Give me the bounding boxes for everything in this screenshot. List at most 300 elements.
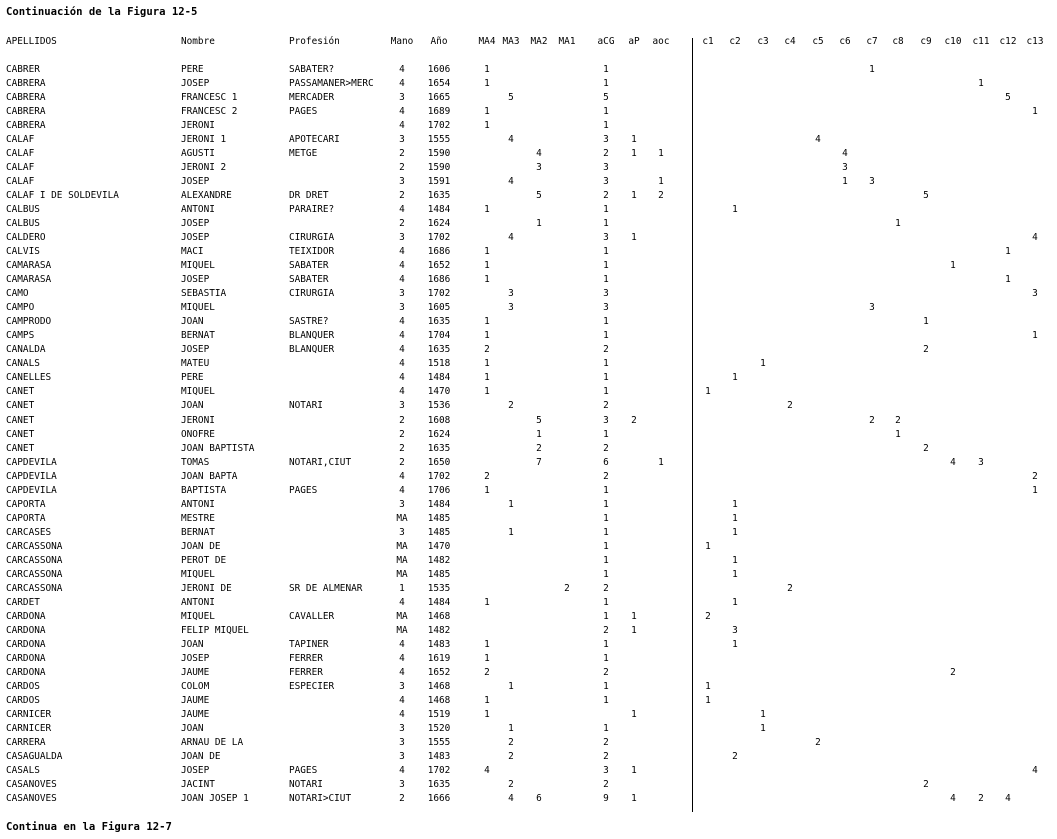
table-cell: 3: [399, 232, 405, 243]
table-cell: 3: [869, 176, 875, 187]
table-cell: 2: [484, 344, 490, 355]
table-cell: CALAF: [6, 148, 35, 159]
table-cell: 1: [760, 723, 766, 734]
table-cell: 3: [842, 162, 848, 173]
table-cell: 1: [760, 358, 766, 369]
table-cell: 1: [603, 316, 609, 327]
table-cell: 5: [536, 190, 542, 201]
table-cell: 2: [1032, 471, 1038, 482]
table-cell: 2: [399, 443, 405, 454]
table-cell: 1: [603, 204, 609, 215]
table-cell: CAMPRODO: [6, 316, 52, 327]
table-cell: JACINT: [181, 779, 215, 790]
table-cell: JERONI 1: [181, 134, 227, 145]
table-cell: 1: [631, 793, 637, 804]
table-cell: 5: [923, 190, 929, 201]
table-cell: NOTARI,CIUT: [289, 457, 352, 468]
table-cell: 3: [399, 737, 405, 748]
column-header: aoc: [652, 36, 670, 47]
table-cell: 4: [399, 471, 405, 482]
table-cell: 1: [631, 765, 637, 776]
table-cell: 1: [536, 218, 542, 229]
column-divider: [692, 38, 693, 812]
table-cell: 1: [732, 372, 738, 383]
table-cell: 3: [603, 765, 609, 776]
table-cell: 1: [1032, 330, 1038, 341]
column-header: c13: [1026, 36, 1044, 47]
table-cell: ANTONI: [181, 204, 215, 215]
table-cell: 1702: [427, 288, 451, 299]
table-cell: CAVALLER: [289, 611, 335, 622]
column-header: c8: [892, 36, 904, 47]
table-cell: 2: [603, 667, 609, 678]
table-cell: 1652: [427, 667, 451, 678]
table-cell: BERNAT: [181, 527, 215, 538]
table-cell: JERONI 2: [181, 162, 227, 173]
table-cell: 3: [399, 400, 405, 411]
table-cell: JOSEP: [181, 653, 210, 664]
table-cell: CARCASSONA: [6, 569, 63, 580]
table-cell: 2: [399, 415, 405, 426]
table-cell: 3: [603, 176, 609, 187]
table-cell: 2: [508, 400, 514, 411]
table-cell: 2: [732, 751, 738, 762]
table-cell: MIQUEL: [181, 302, 215, 313]
table-cell: 2: [399, 429, 405, 440]
table-cell: 2: [484, 667, 490, 678]
table-cell: 1: [484, 330, 490, 341]
table-cell: 4: [950, 793, 956, 804]
table-cell: 3: [603, 134, 609, 145]
table-cell: 1: [950, 260, 956, 271]
table-cell: 1: [484, 372, 490, 383]
table-cell: 3: [399, 681, 405, 692]
table-cell: 1482: [427, 625, 451, 636]
table-cell: 4: [399, 372, 405, 383]
table-cell: JERONI: [181, 415, 215, 426]
table-cell: SABATER: [289, 260, 329, 271]
table-cell: 2: [399, 218, 405, 229]
table-cell: 2: [603, 400, 609, 411]
table-cell: CANET: [6, 415, 35, 426]
table-cell: JOAN BAPTA: [181, 471, 238, 482]
table-cell: 4: [399, 765, 405, 776]
table-cell: 1: [603, 260, 609, 271]
table-cell: 1484: [427, 597, 451, 608]
table-cell: 4: [399, 344, 405, 355]
table-cell: CARDONA: [6, 653, 46, 664]
table-cell: 3: [399, 288, 405, 299]
table-cell: APOTECARI: [289, 134, 340, 145]
table-cell: 2: [923, 344, 929, 355]
table-cell: CARDOS: [6, 681, 40, 692]
table-cell: CARNICER: [6, 709, 52, 720]
table-cell: 1: [603, 386, 609, 397]
table-cell: 2: [484, 471, 490, 482]
table-cell: 1: [603, 218, 609, 229]
table-cell: 1: [484, 316, 490, 327]
table-cell: 2: [787, 400, 793, 411]
table-cell: 1: [508, 499, 514, 510]
table-cell: 1: [603, 499, 609, 510]
table-cell: 1: [484, 485, 490, 496]
table-cell: 1484: [427, 204, 451, 215]
column-header: aCG: [597, 36, 615, 47]
table-cell: 4: [399, 485, 405, 496]
table-cell: 1: [603, 695, 609, 706]
table-cell: 2: [923, 779, 929, 790]
table-cell: 2: [603, 148, 609, 159]
table-cell: 1: [484, 274, 490, 285]
table-cell: 2: [399, 148, 405, 159]
table-cell: 2: [869, 415, 875, 426]
table-cell: CAMARASA: [6, 274, 52, 285]
table-cell: CANALS: [6, 358, 40, 369]
table-cell: 2: [399, 793, 405, 804]
table-cell: JOAN DE: [181, 751, 221, 762]
table-cell: 1: [603, 569, 609, 580]
table-cell: 1: [603, 429, 609, 440]
table-cell: 4: [399, 653, 405, 664]
table-cell: BERNAT: [181, 330, 215, 341]
table-cell: CASAGUALDA: [6, 751, 63, 762]
table-cell: 4: [399, 330, 405, 341]
table-cell: 6: [536, 793, 542, 804]
table-cell: 4: [399, 64, 405, 75]
table-cell: 1: [603, 246, 609, 257]
table-cell: 1: [732, 555, 738, 566]
table-cell: SABATER: [289, 274, 329, 285]
table-cell: 1665: [427, 92, 451, 103]
table-cell: 2: [631, 415, 637, 426]
table-cell: 1: [603, 106, 609, 117]
table-cell: 1: [536, 429, 542, 440]
table-cell: 1: [603, 64, 609, 75]
table-cell: 3: [399, 92, 405, 103]
table-cell: 4: [399, 246, 405, 257]
table-cell: 1: [705, 695, 711, 706]
table-cell: 1: [732, 527, 738, 538]
table-cell: 1: [484, 106, 490, 117]
table-cell: 2: [603, 190, 609, 201]
column-header: c2: [729, 36, 741, 47]
table-cell: 4: [484, 765, 490, 776]
table-cell: MA: [396, 541, 408, 552]
column-header: c12: [999, 36, 1017, 47]
table-cell: 1: [603, 358, 609, 369]
table-cell: AGUSTI: [181, 148, 215, 159]
table-cell: METGE: [289, 148, 318, 159]
table-cell: JAUME: [181, 667, 210, 678]
table-cell: 1652: [427, 260, 451, 271]
table-cell: 1702: [427, 232, 451, 243]
table-cell: CARCASES: [6, 527, 52, 538]
table-cell: SABATER?: [289, 64, 335, 75]
table-cell: 1: [603, 611, 609, 622]
table-cell: 1: [508, 527, 514, 538]
table-cell: 2: [508, 751, 514, 762]
table-cell: 3: [536, 162, 542, 173]
table-cell: 4: [399, 386, 405, 397]
table-cell: 4: [815, 134, 821, 145]
table-cell: 4: [399, 120, 405, 131]
table-cell: 1520: [427, 723, 451, 734]
table-cell: 1: [1032, 106, 1038, 117]
table-cell: CANALDA: [6, 344, 46, 355]
table-cell: PAGES: [289, 765, 318, 776]
table-cell: 1590: [427, 162, 451, 173]
footer-note: Continua en la Figura 12-7: [6, 821, 172, 833]
table-cell: CANELLES: [6, 372, 52, 383]
table-cell: 6: [603, 457, 609, 468]
table-cell: JOSEP: [181, 344, 210, 355]
table-cell: 1590: [427, 148, 451, 159]
table-cell: 1: [484, 386, 490, 397]
table-cell: 5: [1005, 92, 1011, 103]
table-cell: 1: [603, 723, 609, 734]
table-cell: ALEXANDRE: [181, 190, 232, 201]
table-cell: 1: [603, 681, 609, 692]
table-cell: CABRERA: [6, 78, 46, 89]
table-cell: CANET: [6, 386, 35, 397]
table-cell: SASTRE?: [289, 316, 329, 327]
table-cell: MA: [396, 513, 408, 524]
table-cell: 2: [399, 457, 405, 468]
table-cell: CARCASSONA: [6, 583, 63, 594]
table-cell: 1468: [427, 611, 451, 622]
page-title: Continuación de la Figura 12-5: [6, 6, 198, 18]
column-header: c11: [972, 36, 990, 47]
table-cell: 1635: [427, 443, 451, 454]
table-cell: CAPDEVILA: [6, 485, 57, 496]
table-cell: 1470: [427, 386, 451, 397]
table-cell: CASANOVES: [6, 793, 57, 804]
table-cell: 1: [732, 597, 738, 608]
table-cell: 1: [399, 583, 405, 594]
table-cell: JOAN: [181, 400, 204, 411]
table-cell: 1: [658, 457, 664, 468]
table-cell: TEIXIDOR: [289, 246, 335, 257]
table-cell: FELIP MIQUEL: [181, 625, 249, 636]
table-cell: 1484: [427, 499, 451, 510]
table-cell: 3: [1032, 288, 1038, 299]
table-cell: 2: [536, 443, 542, 454]
table-cell: JOSEP: [181, 176, 210, 187]
table-cell: 3: [399, 527, 405, 538]
table-cell: CAPDEVILA: [6, 471, 57, 482]
table-cell: JOAN BAPTISTA: [181, 443, 255, 454]
table-cell: CARRERA: [6, 737, 46, 748]
table-cell: 1470: [427, 541, 451, 552]
table-cell: 2: [399, 190, 405, 201]
table-cell: 1483: [427, 751, 451, 762]
table-cell: CABRERA: [6, 92, 46, 103]
table-cell: 1555: [427, 134, 451, 145]
table-cell: 1: [732, 499, 738, 510]
table-cell: 3: [603, 288, 609, 299]
table-cell: 1: [508, 681, 514, 692]
table-cell: CALAF: [6, 134, 35, 145]
table-cell: SEBASTIA: [181, 288, 227, 299]
table-cell: 1: [978, 78, 984, 89]
table-cell: 4: [399, 316, 405, 327]
table-cell: 1: [484, 709, 490, 720]
table-cell: CARDET: [6, 597, 40, 608]
table-cell: 1: [603, 541, 609, 552]
table-cell: 2: [895, 415, 901, 426]
table-cell: PARAIRE?: [289, 204, 335, 215]
table-cell: JOAN: [181, 316, 204, 327]
table-cell: 1485: [427, 527, 451, 538]
table-cell: 1: [484, 358, 490, 369]
table-cell: JERONI DE: [181, 583, 232, 594]
table-cell: MIQUEL: [181, 386, 215, 397]
table-cell: CARNICER: [6, 723, 52, 734]
table-cell: PERE: [181, 64, 204, 75]
table-cell: CALAF I DE SOLDEVILA: [6, 190, 119, 201]
table-cell: CABRERA: [6, 106, 46, 117]
table-cell: BLANQUER: [289, 330, 335, 341]
table-cell: 2: [978, 793, 984, 804]
table-cell: 1706: [427, 485, 451, 496]
table-cell: ANTONI: [181, 499, 215, 510]
table-cell: SR DE ALMENAR: [289, 583, 363, 594]
table-cell: 1: [631, 709, 637, 720]
table-cell: 1: [484, 653, 490, 664]
table-cell: JOAN JOSEP 1: [181, 793, 249, 804]
column-header: Año: [430, 36, 448, 47]
table-cell: 1: [603, 639, 609, 650]
table-cell: 1: [603, 78, 609, 89]
table-cell: 7: [536, 457, 542, 468]
table-cell: 2: [508, 737, 514, 748]
table-cell: 1689: [427, 106, 451, 117]
table-cell: 2: [603, 443, 609, 454]
table-cell: 1: [603, 372, 609, 383]
table-cell: 4: [950, 457, 956, 468]
table-cell: MACI: [181, 246, 204, 257]
table-cell: 1: [842, 176, 848, 187]
table-cell: 2: [603, 737, 609, 748]
table-cell: 1: [484, 597, 490, 608]
table-cell: CIRURGIA: [289, 288, 335, 299]
table-cell: 3: [603, 302, 609, 313]
table-cell: 1: [895, 218, 901, 229]
table-cell: 4: [508, 232, 514, 243]
table-cell: 1686: [427, 274, 451, 285]
column-header: MA1: [558, 36, 576, 47]
table-cell: CAMPO: [6, 302, 35, 313]
table-cell: 4: [399, 78, 405, 89]
table-cell: NOTARI: [289, 779, 323, 790]
table-cell: TAPINER: [289, 639, 329, 650]
table-cell: ANTONI: [181, 597, 215, 608]
table-cell: 1704: [427, 330, 451, 341]
table-cell: 1: [705, 386, 711, 397]
table-cell: JOAN: [181, 639, 204, 650]
table-cell: 1468: [427, 681, 451, 692]
table-cell: 1484: [427, 372, 451, 383]
table-cell: CARDONA: [6, 667, 46, 678]
table-cell: 4: [399, 709, 405, 720]
table-cell: FERRER: [289, 653, 323, 664]
table-cell: 3: [508, 302, 514, 313]
table-cell: 5: [603, 92, 609, 103]
table-cell: 1: [732, 204, 738, 215]
table-cell: 4: [508, 134, 514, 145]
table-cell: 1555: [427, 737, 451, 748]
table-cell: CARDONA: [6, 625, 46, 636]
table-cell: 1: [631, 611, 637, 622]
table-cell: 1702: [427, 765, 451, 776]
column-header: c4: [784, 36, 796, 47]
table-cell: 4: [508, 793, 514, 804]
table-cell: 3: [399, 723, 405, 734]
table-cell: 2: [603, 779, 609, 790]
table-cell: 1: [658, 176, 664, 187]
table-cell: CAMPS: [6, 330, 35, 341]
table-cell: 4: [1032, 232, 1038, 243]
table-cell: 1: [603, 485, 609, 496]
table-cell: CANET: [6, 429, 35, 440]
table-cell: 1: [895, 429, 901, 440]
table-cell: PAGES: [289, 485, 318, 496]
table-cell: 1: [1005, 246, 1011, 257]
table-cell: 1536: [427, 400, 451, 411]
table-cell: PERE: [181, 372, 204, 383]
table-cell: JOSEP: [181, 765, 210, 776]
table-cell: 1: [603, 597, 609, 608]
table-cell: 2: [603, 625, 609, 636]
table-cell: CALAF: [6, 176, 35, 187]
table-cell: 3: [399, 779, 405, 790]
table-cell: 2: [658, 190, 664, 201]
table-cell: 4: [399, 274, 405, 285]
table-cell: 1: [732, 513, 738, 524]
table-cell: 1: [923, 316, 929, 327]
table-cell: 3: [603, 232, 609, 243]
table-cell: CANET: [6, 400, 35, 411]
table-cell: 4: [1032, 765, 1038, 776]
table-cell: 1: [484, 120, 490, 131]
table-cell: 1: [631, 148, 637, 159]
table-cell: 3: [399, 134, 405, 145]
table-cell: 1468: [427, 695, 451, 706]
column-header: c7: [866, 36, 878, 47]
table-cell: DR DRET: [289, 190, 329, 201]
table-cell: FERRER: [289, 667, 323, 678]
table-cell: 3: [399, 302, 405, 313]
table-cell: MATEU: [181, 358, 210, 369]
table-cell: 2: [603, 471, 609, 482]
table-cell: CABRER: [6, 64, 40, 75]
table-cell: 4: [508, 176, 514, 187]
table-cell: JOSEP: [181, 232, 210, 243]
table-cell: CAMARASA: [6, 260, 52, 271]
table-cell: 1483: [427, 639, 451, 650]
table-cell: 1624: [427, 218, 451, 229]
table-cell: 1619: [427, 653, 451, 664]
table-cell: JOSEP: [181, 218, 210, 229]
table-cell: BAPTISTA: [181, 485, 227, 496]
table-cell: JOAN DE: [181, 541, 221, 552]
table-cell: 1650: [427, 457, 451, 468]
table-cell: 1482: [427, 555, 451, 566]
table-cell: JOSEP: [181, 78, 210, 89]
table-cell: 5: [508, 92, 514, 103]
table-cell: 1: [484, 639, 490, 650]
table-cell: 1686: [427, 246, 451, 257]
